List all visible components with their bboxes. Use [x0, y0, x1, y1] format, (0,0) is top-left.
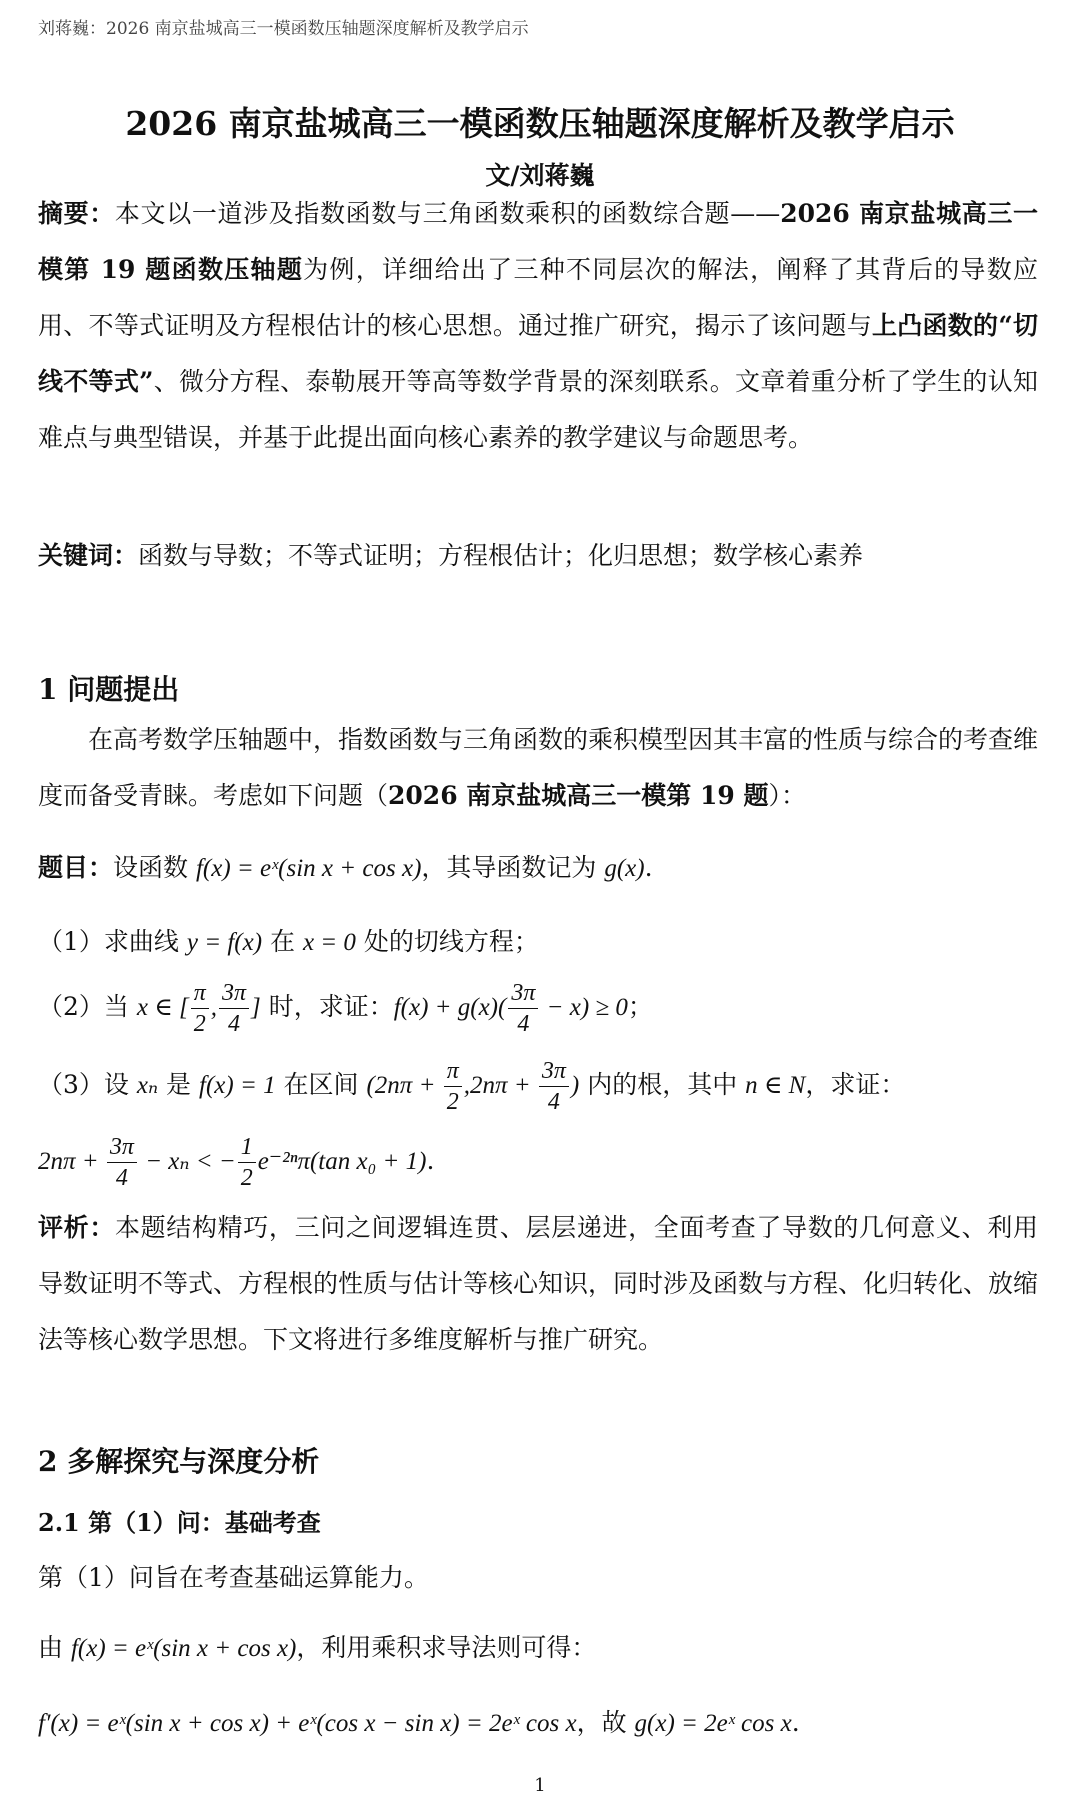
- problem-text: ，其导函数记为: [421, 853, 605, 882]
- q1-text: 在: [262, 927, 303, 956]
- fraction-denominator: 4: [517, 1011, 530, 1037]
- q3-text: 内的根，其中: [579, 1070, 746, 1099]
- fraction-denominator: 4: [115, 1165, 128, 1191]
- question-2: [38, 978, 653, 1039]
- q3-formula: f(x) = 1: [199, 1072, 276, 1099]
- q3-formula: n ∈ N: [745, 1072, 806, 1099]
- text2-suffix: ，利用乘积求导法则可得：: [296, 1633, 597, 1662]
- abstract: [38, 186, 1038, 466]
- subsection-2-1-heading: 2.1 第（1）问：基础考查: [38, 1508, 321, 1537]
- abstract-bold-2: 上凸函数的“切线不等式”: [38, 311, 1038, 396]
- fraction-denominator: 2: [193, 1011, 206, 1037]
- section-1-heading: 1 问题提出: [38, 673, 180, 706]
- abstract-bold-1: 2026 南京盐城高三一模第 19 题函数压轴题: [38, 199, 1038, 284]
- q3-text: （3）设: [38, 1070, 137, 1099]
- q3-text: ，求证：: [805, 1070, 906, 1099]
- problem-label: 题目：: [38, 853, 114, 882]
- q2-formula: ,: [210, 994, 217, 1021]
- page-title: 2026 南京盐城高三一模函数压轴题深度解析及教学启示: [125, 104, 955, 143]
- problem-statement: [38, 848, 653, 884]
- q1-formula: x = 0: [302, 929, 356, 956]
- section-2-heading: 2 多解探究与深度分析: [38, 1445, 320, 1478]
- derivative-end: .: [791, 1708, 800, 1737]
- derivative-formula: f′(x) = eˣ(sin x + cos x) + eˣ(cos x − sin x) = 2eˣ cos x: [38, 1710, 577, 1737]
- text2-prefix: 由: [38, 1633, 71, 1662]
- q3-text: .: [426, 1146, 435, 1175]
- fraction-numerator: 3π: [539, 1056, 569, 1087]
- analysis: [38, 1200, 1038, 1368]
- q2-formula: f(x) + g(x)(: [393, 994, 507, 1021]
- fraction-numerator: 1: [238, 1132, 256, 1163]
- intro-end: ）：: [768, 781, 807, 810]
- q3-fraction: [539, 1056, 569, 1117]
- q3-text: 在区间: [275, 1070, 367, 1099]
- fraction-denominator: 2: [240, 1165, 253, 1191]
- problem-text: 设函数: [113, 853, 196, 882]
- fraction-numerator: π: [191, 978, 209, 1009]
- q2-formula: x ∈ [: [136, 994, 189, 1021]
- derivative-g: g(x) = 2eˣ cos x: [634, 1710, 792, 1737]
- q3-fraction: [107, 1132, 137, 1193]
- q2-fraction: [508, 978, 538, 1039]
- q2-formula: − x) ≥ 0: [540, 994, 628, 1021]
- author-line: 文/刘蒋巍: [485, 161, 595, 190]
- fraction-denominator: 4: [547, 1089, 560, 1115]
- abstract-text-2: 为例，详细给出了三种不同层次的解法，阐释了其背后的导数应用、不等式证明及方程根估计的核心思想。通过推广研究，揭示了该问题与: [38, 255, 1038, 340]
- q3-formula: (2nπ +: [366, 1072, 442, 1099]
- question-3: [38, 1056, 905, 1117]
- page-number: 1: [534, 1775, 546, 1796]
- question-1: [38, 922, 539, 958]
- fraction-numerator: π: [444, 1056, 462, 1087]
- fraction-numerator: 3π: [508, 978, 538, 1009]
- abstract-text-1: 本文以一道涉及指数函数与三角函数乘积的函数综合题——: [114, 199, 781, 228]
- q2-fraction: [191, 978, 209, 1039]
- fraction-numerator: 3π: [219, 978, 249, 1009]
- derivative-mid: ，故: [576, 1708, 635, 1737]
- q3-formula: 2nπ +: [38, 1148, 105, 1175]
- text2-formula: f(x) = eˣ(sin x + cos x): [70, 1635, 297, 1662]
- problem-g: g(x): [604, 855, 645, 882]
- intro-text: 在高考数学压轴题中，指数函数与三角函数的乘积模型因其丰富的性质与综合的考查维度而备受青睐。考虑如下问题（: [38, 725, 1039, 810]
- q2-formula: ]: [251, 994, 261, 1021]
- abstract-label: 摘要：: [38, 199, 115, 228]
- analysis-text: 本题结构精巧，三问之间逻辑连贯、层层递进，全面考查了导数的几何意义、利用导数证明不等式、方程根的性质与估计等核心知识，同时涉及函数与方程、化归转化、放缩法等核心数学思想。下文将进行多维度解析与推广研究。: [38, 1213, 1039, 1354]
- q2-fraction: [219, 978, 249, 1039]
- derivative-line: [38, 1703, 800, 1739]
- problem-formula: f(x) = eˣ(sin x + cos x): [195, 855, 422, 882]
- q1-text: （1）求曲线: [38, 927, 187, 956]
- q3-formula: − xₙ < −: [138, 1148, 236, 1175]
- q3-fraction: [238, 1132, 256, 1193]
- q3-formula: ): [570, 1072, 580, 1099]
- q2-text: 时，求证：: [260, 992, 394, 1021]
- abstract-text-3: 、微分方程、泰勒展开等高等数学背景的深刻联系。文章着重分析了学生的认知难点与典型错误，并基于此提出面向核心素养的教学建议与命题思考。: [38, 367, 1038, 452]
- q3-text: 是: [158, 1070, 199, 1099]
- q3-formula: ,2nπ +: [463, 1072, 537, 1099]
- keywords-text: 函数与导数；不等式证明；方程根估计；化归思想；数学核心素养: [138, 541, 864, 570]
- keywords: [38, 528, 1038, 584]
- q3-formula: xₙ: [136, 1072, 159, 1099]
- q3-formula: e⁻²ⁿπ(tan x₀ + 1): [257, 1148, 427, 1175]
- section-2-text-2: [38, 1628, 596, 1664]
- keywords-label: 关键词：: [38, 541, 139, 570]
- q2-text: ；: [627, 992, 653, 1021]
- section-1-intro: [38, 712, 1038, 824]
- q3-fraction: [444, 1056, 462, 1117]
- fraction-denominator: 2: [446, 1089, 459, 1115]
- intro-bold: 2026 南京盐城高三一模第 19 题: [388, 781, 769, 810]
- analysis-label: 评析：: [38, 1213, 115, 1242]
- section-2-text-1: 第（1）问旨在考查基础运算能力。: [38, 1563, 429, 1592]
- problem-end: .: [644, 853, 653, 882]
- fraction-numerator: 3π: [107, 1132, 137, 1163]
- q1-formula: y = f(x): [186, 929, 263, 956]
- question-3-inequality: [38, 1132, 434, 1193]
- fraction-denominator: 4: [228, 1011, 240, 1037]
- q1-text: 处的切线方程；: [355, 927, 539, 956]
- q2-text: （2）当: [38, 992, 137, 1021]
- running-header: 刘蒋巍：2026 南京盐城高三一模函数压轴题深度解析及教学启示: [38, 19, 529, 39]
